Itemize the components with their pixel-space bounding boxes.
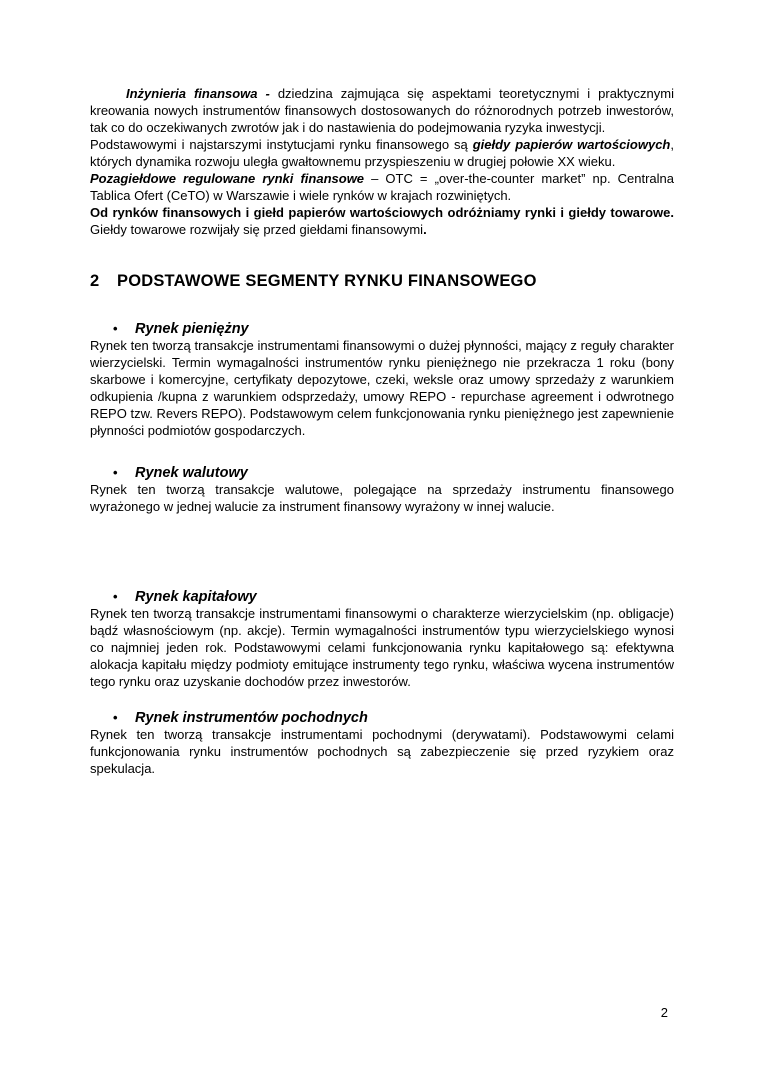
paragraph: [90, 605, 674, 690]
emphasized-text: Inżynieria finansowa -: [126, 86, 278, 101]
bullet-label: Rynek walutowy: [135, 465, 248, 481]
paragraph: [90, 726, 674, 777]
text-run: Rynek ten tworzą transakcje instrumentami finansowymi o dużej płynności, mający z reguły charakter wierzycielski. Termin wymagalności instrumentów rynku pieniężnego nie przekracza 1 roku (bony skarbowe i komercyjne, certyfikaty depozytowe, czeki, weksle oraz umowy sprzedaży z warunkiem odkupienia /kupna z warunkiem odsprzedaży, umowy REPO - repurchase agreement i odwrotnego REPO tzw. Revers REPO). Podstawowym celem funkcjonowania rynku pieniężnego jest zapewnienie płynności podmiotów gospodarczych.: [90, 338, 674, 438]
paragraph: [90, 170, 674, 204]
paragraph: [90, 85, 674, 136]
bullet-label: Rynek kapitałowy: [135, 589, 257, 605]
bullet-item: [90, 589, 674, 605]
emphasized-text: giełdy papierów wartościowych: [472, 137, 671, 152]
text-run: Podstawowymi i najstarszymi instytucjami rynku finansowego są: [90, 137, 473, 152]
document-content: [90, 85, 674, 777]
bullet-icon: •: [113, 710, 118, 725]
emphasized-text: Od rynków finansowych i giełd papierów wartościowych odróżniamy rynki i giełdy towarowe.: [90, 205, 674, 220]
bullet-item: [90, 321, 674, 337]
bullet-icon: •: [113, 589, 118, 604]
bullet-label: Rynek instrumentów pochodnych: [135, 710, 368, 726]
text-run: dziedzina zajmująca się aspektami teoretycznymi i praktycznymi kreowania nowych instrumentów finansowych dostosowanych do różnorodnych potrzeb inwestorów, tak co do oczekiwanych zwrotów jak i do nastawienia do podejmowania ryzyka inwestycji.: [90, 86, 674, 135]
text-run: Rynek ten tworzą transakcje instrumentami pochodnymi (derywatami). Podstawowymi celami funkcjonowania rynku instrumentów pochodnych są zabezpieczenie się przed ryzykiem oraz spekulacja.: [90, 727, 674, 776]
paragraph: [90, 481, 674, 515]
page-number: 2: [660, 1005, 668, 1020]
bullet-item: [90, 710, 674, 726]
text-run: Rynek ten tworzą transakcje walutowe, polegające na sprzedaży instrumentu finansowego wyrażonego w jednej walucie za instrument finansowy wyrażony w innej walucie.: [90, 482, 674, 514]
bullet-item: [90, 465, 674, 481]
heading-text: PODSTAWOWE SEGMENTY RYNKU FINANSOWEGO: [117, 272, 537, 290]
section-heading: [90, 272, 674, 291]
bullet-icon: •: [113, 465, 118, 480]
emphasized-text: Pozagiełdowe regulowane rynki finansowe: [90, 171, 365, 186]
text-run: , których dynamika rozwoju uległa gwałtownemu przyspieszeniu w drugiej połowie XX wieku.: [90, 137, 674, 169]
emphasized-text: .: [423, 222, 427, 237]
text-run: – OTC = „over-the-counter market” np. Centralna Tablica Ofert (CeTO) w Warszawie i wiele rynków w krajach rozwiniętych.: [90, 171, 674, 203]
bullet-icon: •: [113, 321, 118, 336]
bullet-label: Rynek pieniężny: [135, 321, 249, 337]
text-run: Rynek ten tworzą transakcje instrumentami finansowymi o charakterze wierzycielskim (np. obligacje) bądź własnościowym (np. akcje). Termin wymagalności instrumentów typu wierzycielskiego wynosi co najmniej jeden rok. Podstawowymi celami funkcjonowania rynku kapitałowego są: efektywna alokacja kapitału między podmioty emitujące instrumenty tego rynku, właściwa wycena instrumentów tego rynku oraz uzyskanie dochodów przez inwestorów.: [90, 606, 674, 689]
paragraph: [90, 337, 674, 439]
paragraph: [90, 136, 674, 170]
paragraph: [90, 204, 674, 238]
heading-number: 2: [90, 272, 100, 290]
text-run: Giełdy towarowe rozwijały się przed giełdami finansowymi: [90, 222, 424, 237]
